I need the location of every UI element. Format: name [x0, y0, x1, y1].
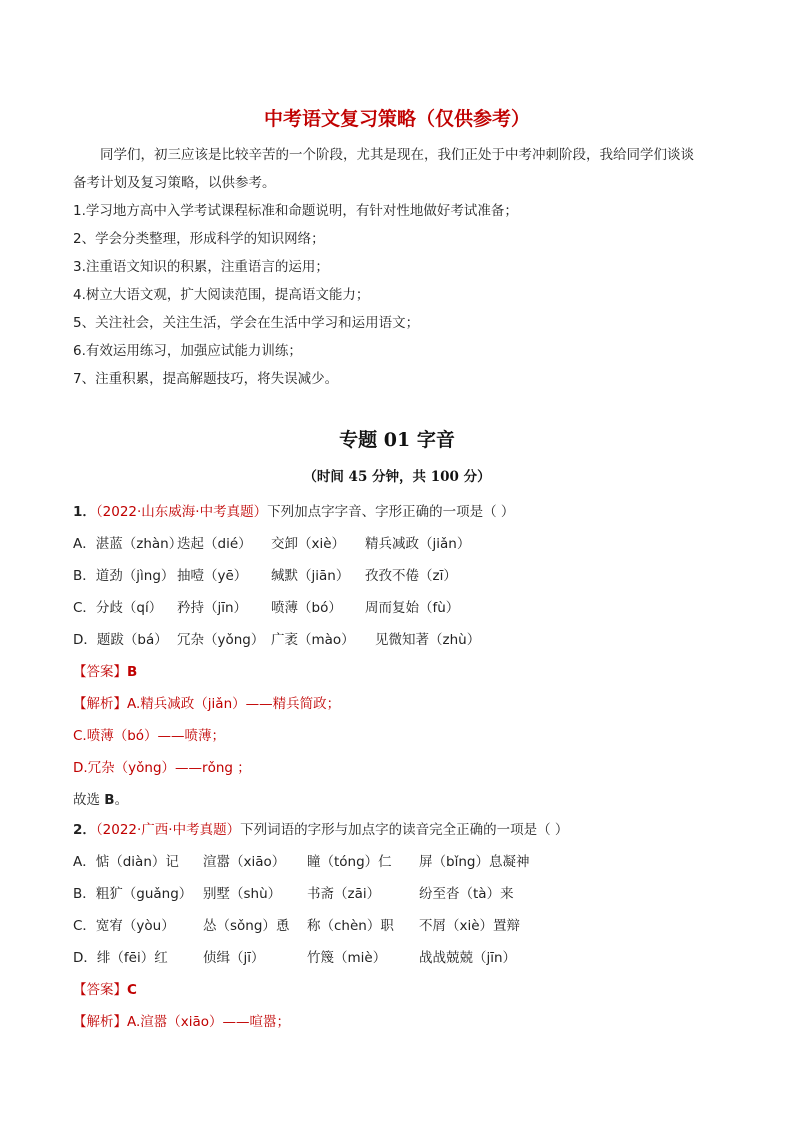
option-item: B．粗犷（guǎng） [73, 886, 193, 902]
option-row-d [73, 628, 480, 648]
strategy-item: 4.树立大语文观，扩大阅读范围，提高语文能力； [73, 287, 370, 303]
intro-line-2: 备考计划及复习策略，以供参考。 [73, 175, 276, 191]
strategy-item: 1.学习地方高中入学考试课程标准和命题说明，有针对性地做好考试准备； [73, 203, 518, 219]
intro-line-1: 同学们，初三应该是比较辛苦的一个阶段，尤其是现在，我们正处于中考冲刺阶段，我给同学们谈谈 [100, 147, 694, 163]
conclusion-suffix: 。 [114, 792, 129, 808]
strategy-item: 2、学会分类整理，形成科学的知识网络； [73, 231, 325, 247]
option-item: D．题跋（bá） [73, 632, 168, 648]
option-row-c [73, 596, 459, 616]
conclusion-line [73, 788, 128, 808]
option-item: 屏（bǐng）息凝神 [419, 854, 530, 870]
answer-label: 【答案】 [73, 664, 127, 680]
answer-label: 【答案】 [73, 982, 127, 998]
topic-title: 专题 01 字音 [339, 429, 455, 451]
analysis-line [73, 1010, 290, 1030]
analysis-text: A.渲嚣（xiāo）——喧嚣； [127, 1014, 291, 1030]
strategy-item: 5、关注社会，关注生活，学会在生活中学习和运用语文； [73, 315, 420, 331]
option-item: A．湛蓝（zhàn） [73, 536, 183, 552]
analysis-line [73, 692, 340, 712]
question-number: 1． [73, 504, 96, 520]
option-item: 渲嚣（xiāo） [203, 854, 286, 870]
conclusion-prefix: 故选 [73, 792, 105, 808]
option-row-a [73, 850, 529, 870]
topic-subtitle: （时间 45 分钟，共 100 分） [303, 469, 491, 485]
answer-value: B [127, 664, 138, 680]
option-item: 竹篾（miè） [307, 950, 387, 966]
option-item: D．绯（fēi）红 [73, 950, 168, 966]
option-item: 书斋（zāi） [307, 886, 381, 902]
option-item: 冗杂（yǒng） [177, 632, 265, 648]
option-row-b [73, 564, 457, 584]
analysis-label: 【解析】 [73, 696, 127, 712]
question-source: （2022·山东威海·中考真题） [95, 504, 268, 520]
option-item: 交卸（xiè） [271, 536, 346, 552]
option-row-c [73, 914, 520, 934]
answer-value: C [127, 982, 137, 998]
option-item: 战战兢兢（jīn） [419, 950, 517, 966]
option-item: 孜孜不倦（zī） [365, 568, 457, 584]
option-item: 侦缉（jī） [203, 950, 265, 966]
option-item: 称（chèn）职 [307, 918, 394, 934]
option-item: 瞳（tóng）仁 [307, 854, 392, 870]
question-text: 下列加点字字音、字形正确的一项是（ ） [267, 504, 515, 520]
option-row-b [73, 882, 514, 902]
question-2-stem [73, 818, 568, 838]
answer-line [73, 660, 137, 680]
strategy-item: 3.注重语文知识的积累，注重语言的运用； [73, 259, 329, 275]
option-item: A．惦（diàn）记 [73, 854, 179, 870]
option-item: 精兵减政（jiǎn） [365, 536, 471, 552]
option-item: 别墅（shù） [203, 886, 282, 902]
option-item: 迭起（dié） [177, 536, 252, 552]
option-item: 缄默（jiān） [271, 568, 350, 584]
strategy-item: 7、注重积累，提高解题技巧，将失误减少。 [73, 371, 339, 387]
option-item: 见微知著（zhù） [375, 632, 481, 648]
option-item: 抽噎（yē） [177, 568, 248, 584]
option-item: 广袤（mào） [271, 632, 355, 648]
option-item: 喷薄（bó） [271, 600, 342, 616]
analysis-text: A.精兵减政（jiǎn）——精兵简政； [127, 696, 341, 712]
analysis-label: 【解析】 [73, 1014, 127, 1030]
question-source: （2022·广西·中考真题） [95, 822, 241, 838]
question-text: 下列词语的字形与加点字的读音完全正确的一项是（ ） [240, 822, 569, 838]
option-item: B．道劲（jìng） [73, 568, 175, 584]
option-item: 纷至沓（tà）来 [419, 886, 514, 902]
question-number: 2． [73, 822, 96, 838]
option-item: C．宽宥（yòu） [73, 918, 175, 934]
question-1-stem [73, 500, 514, 520]
option-item: 不屑（xiè）置辩 [419, 918, 521, 934]
option-item: 矜持（jīn） [177, 600, 248, 616]
option-row-a [73, 532, 470, 552]
option-row-d [73, 946, 516, 966]
option-item: 怂（sǒng）恿 [203, 918, 290, 934]
strategy-item: 6.有效运用练习，加强应试能力训练； [73, 343, 302, 359]
conclusion-choice: B [104, 792, 115, 808]
answer-line [73, 978, 137, 998]
page-title: 中考语文复习策略（仅供参考） [263, 108, 530, 130]
option-item: C．分歧（qí） [73, 600, 163, 616]
analysis-line: C.喷薄（bó）——喷薄； [73, 728, 226, 744]
analysis-line: D.冗杂（yǒng）——rǒng ； [73, 760, 251, 776]
option-item: 周而复始（fù） [365, 600, 460, 616]
